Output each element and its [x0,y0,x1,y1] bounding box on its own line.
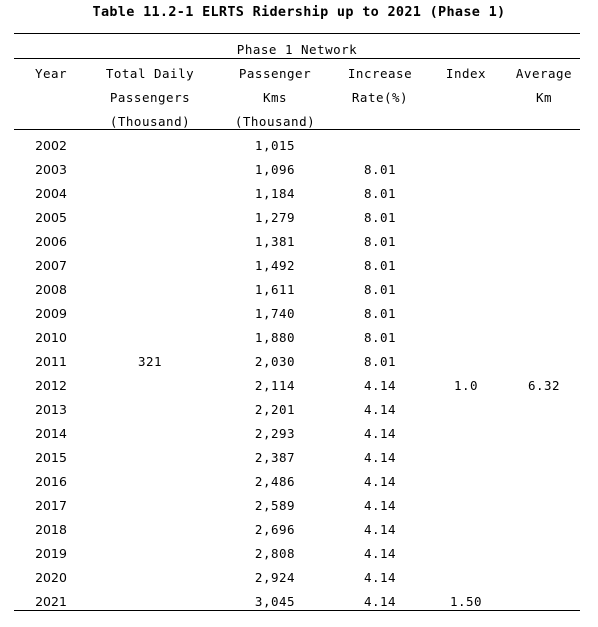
cell-year: 2011 [35,354,67,369]
cell-year: 2016 [35,474,67,489]
cell-rate: 8.01 [363,282,397,297]
column-header-avg-line-2: Km [535,90,553,105]
cell-year: 2017 [35,498,67,513]
cell-rate: 8.01 [363,186,397,201]
cell-year: 2013 [35,402,67,417]
header-rule [14,129,580,130]
cell-year: 2020 [35,570,67,585]
cell-year: 2002 [35,138,67,153]
column-header-kms-line-2: Kms [262,90,288,105]
column-header-rate-line-2: Rate(%) [351,90,409,105]
cell-kms: 2,486 [254,474,296,489]
column-header-avg-line-1: Average [515,66,573,81]
cell-rate: 8.01 [363,234,397,249]
cell-kms: 2,924 [254,570,296,585]
cell-rate: 4.14 [363,378,397,393]
cell-kms: 2,114 [254,378,296,393]
cell-kms: 1,279 [254,210,296,225]
cell-rate: 8.01 [363,354,397,369]
cell-year: 2003 [35,162,67,177]
cell-rate: 8.01 [363,258,397,273]
cell-kms: 1,880 [254,330,296,345]
cell-kms: 2,808 [254,546,296,561]
column-header-kms-line-3: (Thousand) [234,114,316,129]
cell-kms: 3,045 [254,594,296,609]
group-header: Phase 1 Network [236,42,358,57]
cell-kms: 1,381 [254,234,296,249]
cell-year: 2021 [35,594,67,609]
cell-kms: 2,293 [254,426,296,441]
cell-rate: 4.14 [363,570,397,585]
cell-kms: 1,492 [254,258,296,273]
cell-rate: 4.14 [363,546,397,561]
cell-rate: 4.14 [363,522,397,537]
cell-rate: 8.01 [363,330,397,345]
cell-year: 2010 [35,330,67,345]
cell-kms: 1,096 [254,162,296,177]
column-header-total-line-1: Total Daily [105,66,195,81]
cell-rate: 4.14 [363,426,397,441]
cell-rate: 4.14 [363,594,397,609]
column-header-rate-line-1: Increase [347,66,413,81]
cell-avg: 6.32 [527,378,561,393]
cell-year: 2012 [35,378,67,393]
column-header-year-line-1: Year [34,66,68,81]
cell-year: 2004 [35,186,67,201]
cell-year: 2019 [35,546,67,561]
cell-kms: 2,201 [254,402,296,417]
column-header-index-line-1: Index [445,66,487,81]
cell-rate: 4.14 [363,402,397,417]
cell-year: 2008 [35,282,67,297]
cell-kms: 2,030 [254,354,296,369]
cell-kms: 1,015 [254,138,296,153]
column-header-kms-line-1: Passenger [238,66,312,81]
cell-year: 2005 [35,210,67,225]
cell-kms: 2,589 [254,498,296,513]
cell-total: 321 [137,354,163,369]
cell-year: 2018 [35,522,67,537]
top-rule [14,33,580,34]
cell-kms: 1,184 [254,186,296,201]
cell-rate: 4.14 [363,474,397,489]
cell-kms: 1,740 [254,306,296,321]
cell-rate: 8.01 [363,162,397,177]
cell-index: 1.0 [453,378,479,393]
group-rule [14,58,580,59]
cell-index: 1.50 [449,594,483,609]
cell-rate: 8.01 [363,210,397,225]
cell-year: 2014 [35,426,67,441]
cell-year: 2015 [35,450,67,465]
cell-year: 2009 [35,306,67,321]
cell-rate: 4.14 [363,498,397,513]
cell-kms: 1,611 [254,282,296,297]
bottom-rule [14,610,580,611]
cell-year: 2007 [35,258,67,273]
column-header-total-line-3: (Thousand) [109,114,191,129]
cell-kms: 2,696 [254,522,296,537]
cell-year: 2006 [35,234,67,249]
cell-rate: 8.01 [363,306,397,321]
cell-rate: 4.14 [363,450,397,465]
cell-kms: 2,387 [254,450,296,465]
column-header-total-line-2: Passengers [109,90,191,105]
table-title: Table 11.2-1 ELRTS Ridership up to 2021 (Phase 1) [92,4,506,20]
